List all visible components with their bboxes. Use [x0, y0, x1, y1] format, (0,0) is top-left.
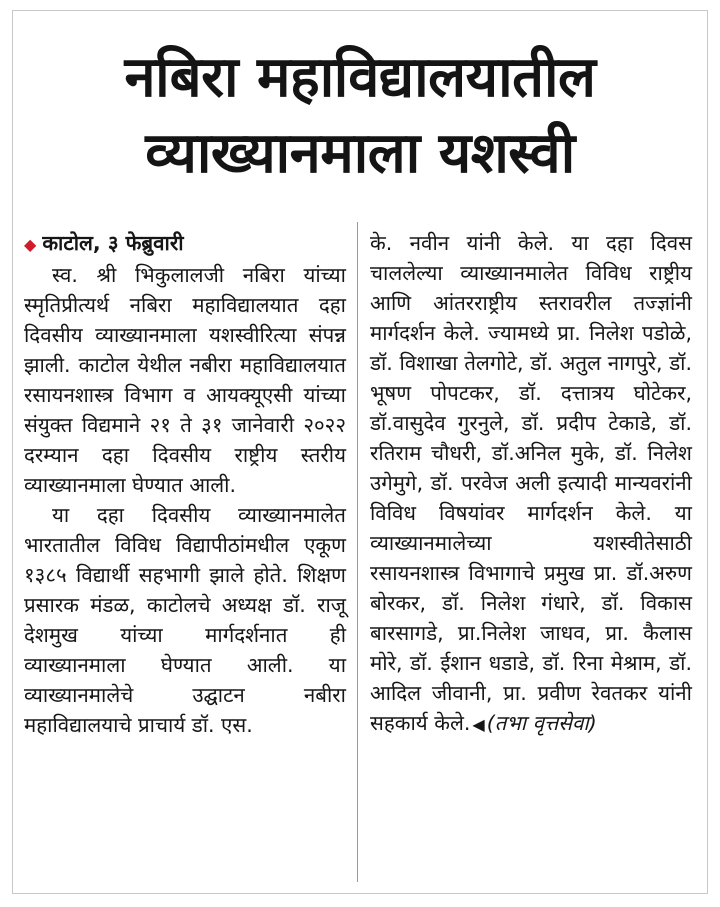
article-column-right	[370, 228, 692, 740]
paragraph-2: या दहा दिवसीय व्याख्यानमालेत भारतातील विविध विद्यापीठांमधील एकूण १३८५ विद्यार्थी सहभागी झाले होते. शिक्षण प्रसारक मंडळ, काटोलचे अध्यक्ष डॉ. राजू देशमुख यांच्या मार्गदर्शनात ही व्याख्यानमाला घेण्यात आली. या व्याख्यानमालेचे उद्घाटन नबीरा महाविद्यालयाचे प्राचार्य डॉ. एस.	[24, 503, 346, 737]
article-column-left	[24, 228, 346, 740]
paragraph-1: स्व. श्री भिकुलालजी नबिरा यांच्या स्मृतिप्रीत्यर्थ नबिरा महाविद्यालयात दहा दिवसीय व्याख्यानमाला यशस्वीरित्या संपन्न झाली. काटोल येथील नबीरा महाविद्यालयात रसायनशास्त्र विभाग व आयक्यूएसी यांच्या संयुक्त विद्यमाने २१ ते ३१ जानेवारी २०२२ दरम्यान दहा दिवसीय राष्ट्रीय स्तरीय व्याख्यानमाला घेण्यात आली.	[24, 263, 346, 497]
headline-line-1: नबिरा महाविद्यालयातील	[124, 45, 596, 110]
paragraph-3: के. नवीन यांनी केले. या दहा दिवस चाललेल्या व्याख्यानमालेत विविध राष्ट्रीय आणि आंतरराष्ट्रीय स्तरावरील तज्ज्ञांनी मार्गदर्शन केले. ज्यामध्ये प्रा. निलेश पडोळे, डॉ. विशाखा तेलगोटे, डॉ. अतुल नागपुरे, डॉ. भूषण पोपटकर, डॉ. दत्तात्रय घोटेकर, डॉ.वासुदेव गुरनुले, डॉ. प्रदीप टेकाडे, डॉ. रतिराम चौधरी, डॉ.अनिल मुके, डॉ. निलेश उगेमुगे, डॉ. परवेज अली इत्यादी मान्यवरांनी विविध विषयांवर मार्गदर्शन केले. या व्याख्यानमालेच्या यशस्वीतेसाठी रसायनशास्त्र विभागाचे प्रमुख प्रा. डॉ.अरुण बोरकर, डॉ. निलेश गंधारे, डॉ. विकास बारसागडे, प्रा.निलेश जाधव, प्रा. कैलास मोरे, डॉ. ईशान धडाडे, डॉ. रिना मेश्राम, डॉ. आदिल जीवानी, प्रा. प्रवीण रेवतकर यांनी सहकार्य केले. ◀(तभा वृत्तसेवा)	[370, 231, 692, 735]
headline	[0, 40, 720, 192]
news-credit: (तभा वृत्तसेवा)	[486, 711, 597, 735]
headline-line-2: व्याख्यानमाला यशस्वी	[145, 121, 575, 186]
diamond-bullet-icon: ◆	[24, 235, 37, 254]
dateline: ◆ काटोल, ३ फेब्रुवारी	[24, 231, 184, 255]
column-divider	[357, 222, 358, 882]
end-triangle-icon: ◀	[472, 715, 485, 734]
